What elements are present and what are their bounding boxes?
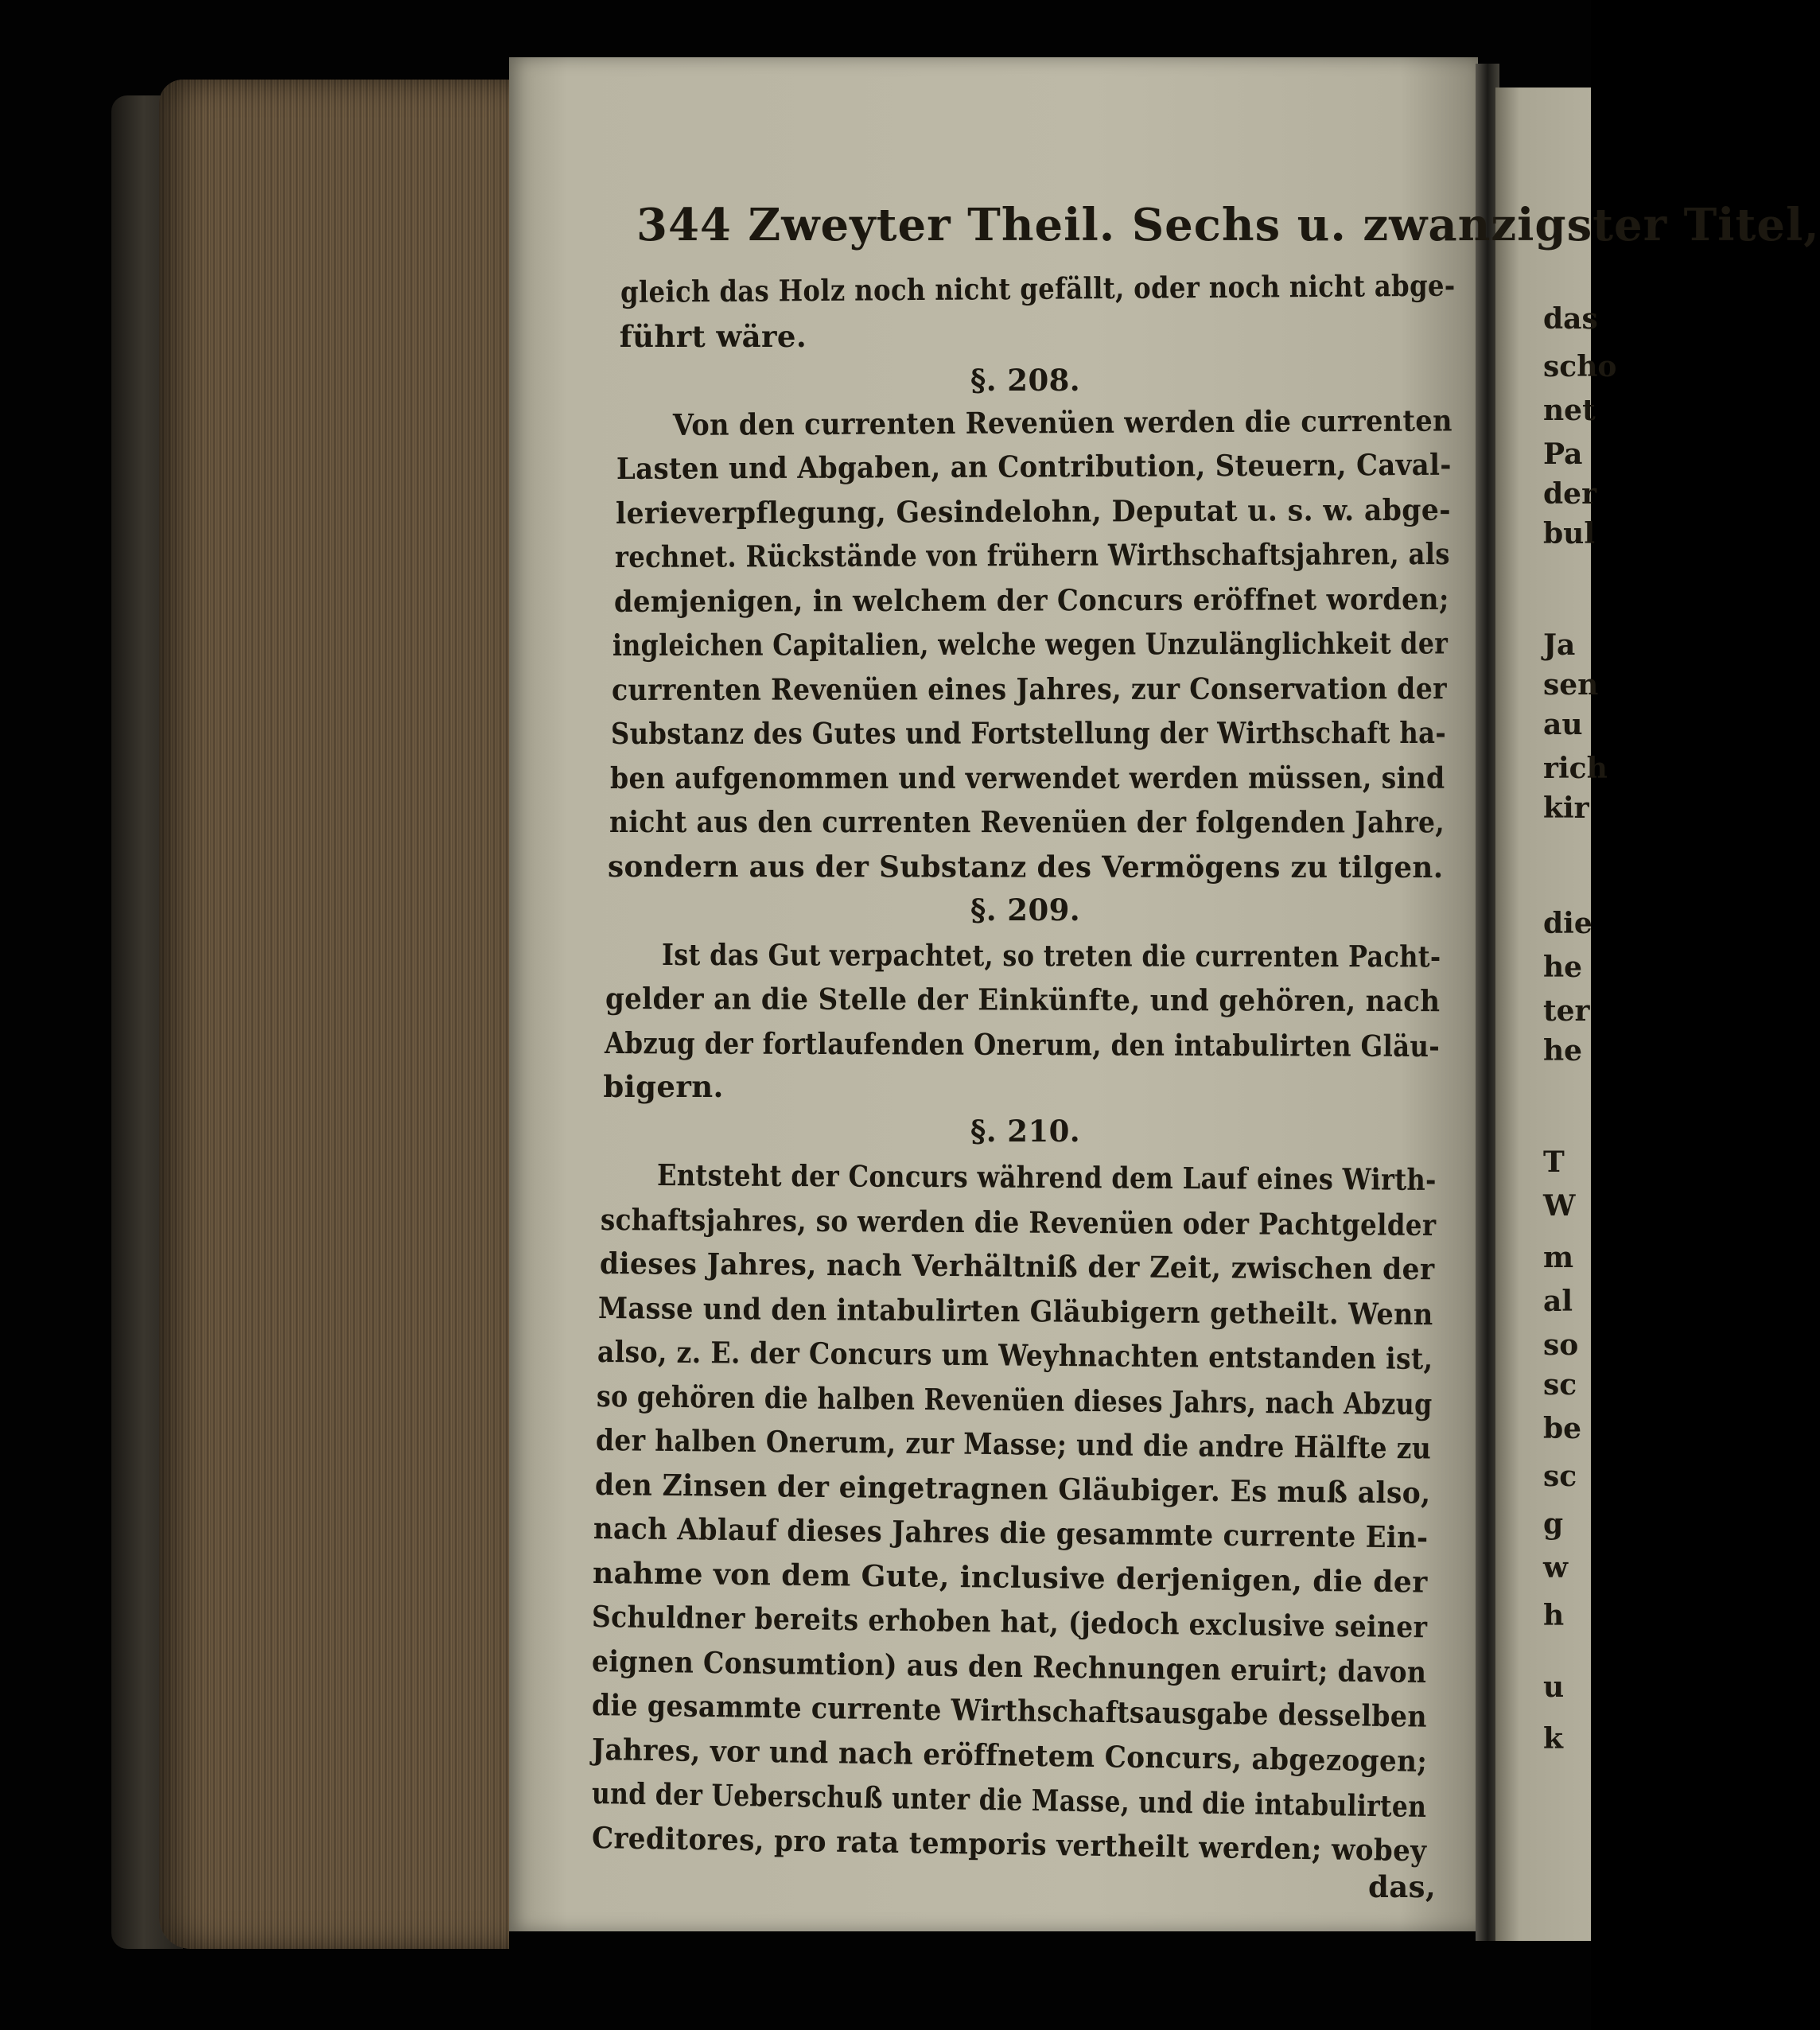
text-line: Creditores, pro rata temporis vertheilt werden; wobey — [591, 1819, 1427, 1868]
facing-page-fragment: m — [1543, 1241, 1574, 1274]
text-line: ingleichen Capitalien, welche wegen Unzulänglichkeit der — [612, 625, 1449, 663]
facing-page-fragment: scho — [1543, 350, 1617, 383]
text-line: demjenigen, in welchem der Concurs eröffnet worden; — [613, 581, 1449, 619]
text-line: currenten Revenüen eines Jahres, zur Conservation der — [612, 670, 1448, 707]
facing-page-fragment: sc — [1543, 1460, 1577, 1493]
text-line: Entsteht der Concurs während dem Lauf eines Wirth- — [656, 1157, 1437, 1197]
text-line: und der Ueberschuß unter die Masse, und die intabulirten — [591, 1775, 1427, 1825]
running-title: Zweyter Theil. Sechs u. zwanzigster Titel, — [748, 199, 1820, 251]
running-header — [636, 199, 1820, 251]
text-line: rechnet. Rückstände von frühern Wirthschaftsjahren, als — [614, 535, 1450, 574]
facing-page-fragment: Pa — [1543, 438, 1583, 471]
facing-page-fragment: das — [1543, 302, 1598, 336]
text-line: so gehören die halben Revenüen dieses Jahrs, nach Abzug — [596, 1378, 1433, 1421]
facing-page-fragment: sen — [1543, 668, 1599, 702]
text-line: Ist das Gut verpachtet, so treten die currenten Pacht- — [661, 936, 1441, 974]
facing-page-fragment: rich — [1543, 752, 1608, 785]
section-number: §. 210. — [970, 1113, 1081, 1149]
section-number: §. 208. — [970, 363, 1081, 398]
facing-page-fragment: be — [1543, 1412, 1582, 1445]
text-line: den Zinsen der eingetragnen Gläubiger. Es muß also, — [594, 1466, 1431, 1511]
text-line: Substanz des Gutes und Fortstellung der Wirthschaft ha- — [610, 714, 1447, 751]
text-line: Abzug der fortlaufenden Onerum, den intabulirten Gläu- — [604, 1025, 1440, 1064]
text-line: nach Ablauf dieses Jahres die gesammte currente Ein- — [593, 1511, 1429, 1555]
facing-page-fragment: h — [1543, 1599, 1565, 1632]
facing-page-fragment: k — [1543, 1722, 1563, 1756]
facing-page-fragment: so — [1543, 1328, 1579, 1362]
facing-page-fragment: Ja — [1543, 628, 1576, 662]
facing-page-fragment: net — [1543, 394, 1596, 427]
text-line: sondern aus der Substanz des Vermögens zu tilgen. — [608, 848, 1444, 885]
facing-page-fragment: W — [1543, 1189, 1576, 1223]
facing-page-fragment: T — [1543, 1145, 1565, 1179]
text-line: führt wäre. — [619, 318, 807, 354]
section-number: §. 209. — [970, 892, 1081, 928]
text-line: also, z. E. der Concurs um Weyhnachten entstanden ist, — [597, 1334, 1433, 1377]
text-line: Von den currenten Revenüen werden die currenten — [673, 402, 1453, 442]
facing-page-fragment: al — [1543, 1285, 1573, 1318]
facing-page-fragment: sc — [1543, 1368, 1577, 1402]
text-line: nahme von dem Gute, inclusive derjenigen, die der — [592, 1554, 1429, 1600]
facing-page-fragment: g — [1543, 1507, 1564, 1541]
text-line: bigern. — [603, 1069, 724, 1104]
text-line: Lasten und Abgaben, an Contribution, Steuern, Caval- — [616, 446, 1452, 486]
text-line: Masse und den intabulirten Gläubigern getheilt. Wenn — [598, 1289, 1434, 1332]
facing-page-fragment: die — [1543, 907, 1592, 940]
facing-page-fragment: u — [1543, 1670, 1565, 1704]
text-line: ben aufgenommen und verwendet werden müssen, sind — [609, 760, 1445, 795]
facing-page-fragment: au — [1543, 708, 1583, 741]
text-line: eignen Consumtion) aus den Rechnungen eruirt; davon — [591, 1643, 1427, 1690]
text-line: der halben Onerum, zur Masse; und die andre Hälfte zu — [595, 1422, 1432, 1466]
text-line: lerieverpflegung, Gesindelohn, Deputat u. s. w. abge- — [615, 492, 1452, 531]
catchword: das, — [1368, 1869, 1437, 1904]
facing-page-fragment: w — [1543, 1551, 1568, 1585]
text-line: gleich das Holz noch nicht gefällt, oder noch nicht abge- — [620, 267, 1456, 309]
facing-page-fragment: der — [1543, 477, 1597, 511]
facing-page-fragment: bul — [1543, 517, 1596, 550]
text-line: Jahres, vor und nach eröffnetem Concurs, abgezogen; — [591, 1731, 1428, 1779]
page-number: 344 — [636, 199, 732, 251]
facing-page-fragment: ter — [1543, 994, 1590, 1028]
facing-page-fragment: he — [1543, 951, 1583, 984]
text-line: schaftsjahres, so werden die Revenüen oder Pachtgelder — [600, 1201, 1437, 1242]
facing-page-fragment: kir — [1543, 791, 1589, 825]
facing-page-fragment: he — [1543, 1034, 1583, 1068]
text-line: die gesammte currente Wirthschaftsausgabe desselben — [591, 1687, 1428, 1734]
text-line: Schuldner bereits erhoben hat, (jedoch exclusive seiner — [591, 1599, 1428, 1645]
page-stack-edge — [159, 80, 509, 1949]
text-line: nicht aus den currenten Revenüen der folgenden Jahre, — [609, 804, 1445, 840]
text-line: gelder an die Stelle der Einkünfte, und gehören, nach — [605, 981, 1441, 1019]
text-line: dieses Jahres, nach Verhältniß der Zeit, zwischen der — [599, 1246, 1435, 1287]
